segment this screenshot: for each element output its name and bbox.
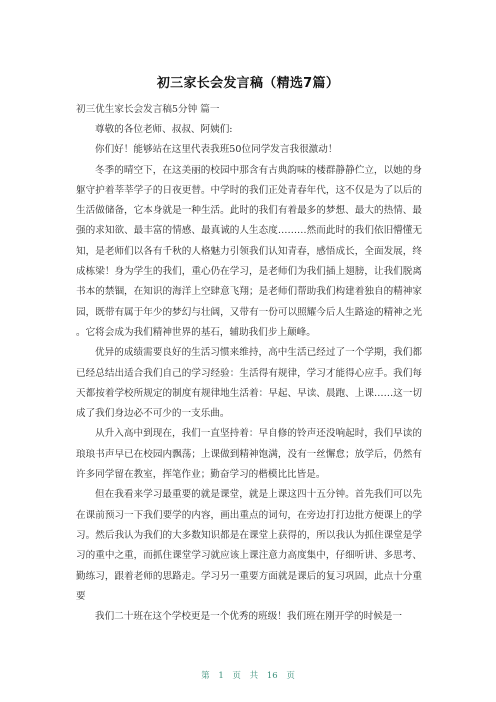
document-title: 初三家长会发言稿（精选7篇） xyxy=(156,76,340,91)
paragraph-classroom: 但在我看来学习最重要的就是课堂，就是上课这四十五分钟。首先我们可以先在课前预习一下我们要学的内容，画出重点的词句，在旁边打打边批方便课上的学习。然后我认为我们的大多数知识都是在课堂上获得的，所以我认为抓住课堂是学习的重中之重，而抓住课堂学习就应该上课注意力高度集中，仔细听讲、多思考、勤练习，跟着老师的思路走。学习另一重要方面就是课后的复习巩固，此点十分重要 xyxy=(76,489,422,602)
paragraph-intro: 你们好！能够站在这里代表我班50位同学发言我很激动！ xyxy=(95,144,338,156)
paragraph-greeting: 尊敬的各位老师、叔叔、阿姨们: xyxy=(95,124,233,135)
paragraph-class-twenty: 我们二十班在这个学校更是一个优秀的班级！我们班在刚开学的时候是一 xyxy=(95,611,402,623)
page-number-footer: 第 1 页 共 16 页 xyxy=(201,671,295,681)
paragraph-teachers: 冬季的晴空下，在这美丽的校园中那含有古典韵味的楼群静静伫立，以她的身躯守护着莘莘学子的日夜更替。中学时的我们正处青春年代，这不仅是为了以后的生活做储备，它本身就是一种生活。此时的我们有着最多的梦想、最大的热情、最强的求知欲、最丰富的情感、最真诚的人生态度………然而此时的我们依旧懵懂无知，是老师们以各有千秋的人格魅力引领我们认知青春，感悟成长，全面发展，终成栋梁！身为学生的我们，重心仍在学习，是老师们为我们插上翅膀，让我们脱离书本的禁锢，在知识的海洋上空肆意飞翔；是老师们帮助我们构建着独自的精神家园，既带有属于年少的梦幻与壮阔，又带有一份可以照耀今后人生路途的精神之光。它将会成为我们精神世界的基石，辅助我们步上颠峰。 xyxy=(76,164,422,338)
document-body xyxy=(76,120,422,627)
paragraph-habits: 优异的成绩需要良好的生活习惯来维持，高中生活已经过了一个学期，我们都已经总结出适合我们自己的学习经验：生活得有规律，学习才能得心应手。我们每天都按着学校所规定的制度有规律地生活着：早起、早读、晨跑、上课……这一切成了我们身边必不可少的一支乐曲。 xyxy=(76,347,422,420)
paragraph-persistence: 从升入高中到现在，我们一直坚持着：早自修的铃声还没响起时，我们早读的琅琅书声早已在校园内飘荡；上课做到精神饱满，没有一丝懈怠；放学后，仍然有许多同学留在教室，挥笔作业；勤奋学习的楷模比比皆是。 xyxy=(76,428,422,481)
section-heading: 初三优生家长会发言稿5分钟 篇一 xyxy=(76,104,220,115)
